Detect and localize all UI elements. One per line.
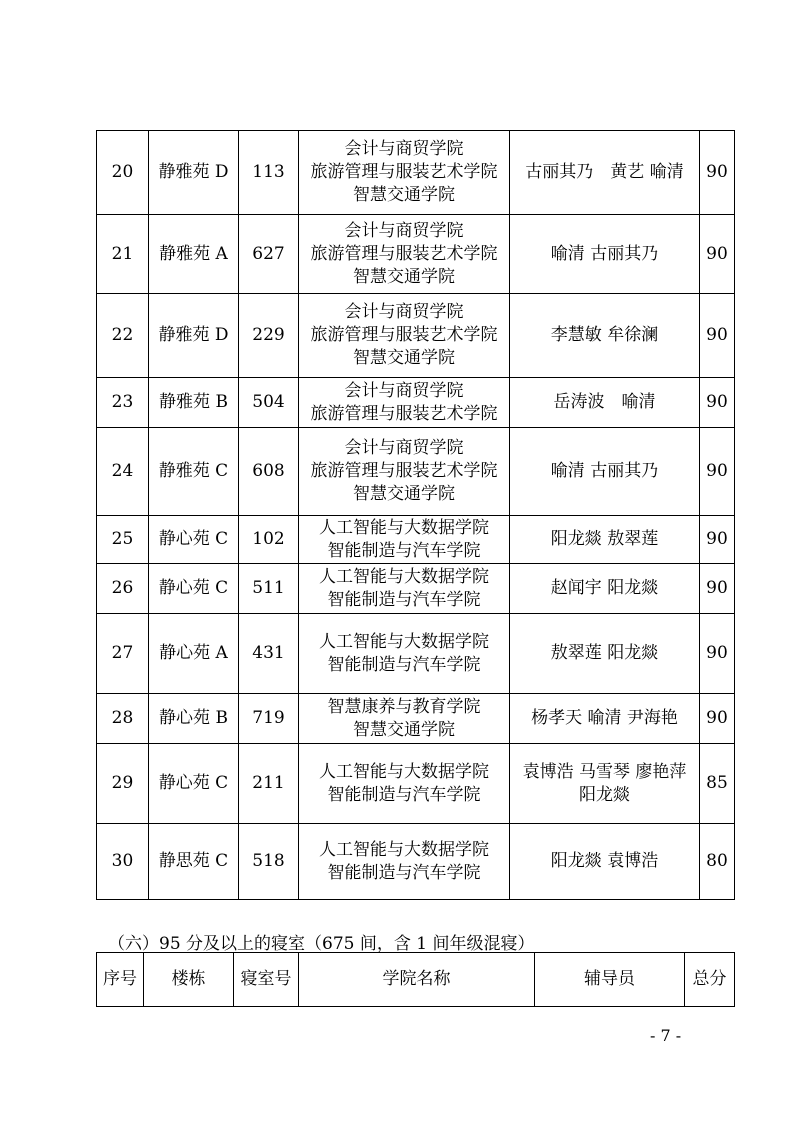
dormitory-score-table bbox=[96, 130, 735, 900]
counselor-cell-line: 阳龙燚 袁博浩 bbox=[550, 851, 659, 871]
college-cell-line: 旅游管理与服装艺术学院 bbox=[310, 243, 498, 264]
college-cell-line: 智能制造与汽车学院 bbox=[327, 540, 481, 561]
college-cell-line: 旅游管理与服装艺术学院 bbox=[310, 403, 498, 424]
header-row bbox=[97, 953, 735, 1007]
room-cell: 102 bbox=[239, 516, 299, 564]
building-cell: 静雅苑 A bbox=[149, 215, 239, 294]
row-number: 23 bbox=[97, 378, 149, 428]
score-cell: 85 bbox=[700, 744, 735, 824]
table-row bbox=[97, 516, 735, 564]
table-row bbox=[97, 694, 735, 744]
score-cell: 90 bbox=[700, 564, 735, 614]
building-cell: 静雅苑 C bbox=[149, 428, 239, 516]
college-cell-line: 会计与商贸学院 bbox=[344, 220, 464, 241]
counselor-cell bbox=[510, 215, 700, 294]
counselor-cell-line: 岳涛波 喻清 bbox=[553, 392, 656, 412]
room-cell: 719 bbox=[239, 694, 299, 744]
counselor-cell-line: 阳龙燚 bbox=[579, 784, 630, 805]
college-cell-line: 智能制造与汽车学院 bbox=[327, 862, 481, 883]
counselor-cell bbox=[510, 614, 700, 694]
row-number: 20 bbox=[97, 131, 149, 215]
row-number: 24 bbox=[97, 428, 149, 516]
building-cell: 静心苑 B bbox=[149, 694, 239, 744]
college-cell-line: 旅游管理与服装艺术学院 bbox=[310, 162, 498, 182]
counselor-cell bbox=[510, 744, 700, 824]
college-cell-line: 智慧交通学院 bbox=[353, 484, 455, 504]
building-cell: 静雅苑 B bbox=[149, 378, 239, 428]
counselor-cell bbox=[510, 694, 700, 744]
college-cell-line: 旅游管理与服装艺术学院 bbox=[310, 325, 498, 345]
section-heading: （六）95 分及以上的寝室（675 间，含 1 间年级混寝） bbox=[108, 934, 535, 954]
college-cell-line: 智慧交通学院 bbox=[353, 719, 455, 740]
room-cell: 113 bbox=[239, 131, 299, 215]
counselor-cell-line: 李慧敏 牟徐澜 bbox=[550, 325, 659, 345]
building-cell: 静雅苑 D bbox=[149, 131, 239, 215]
room-cell: 229 bbox=[239, 294, 299, 378]
college-cell-line: 人工智能与大数据学院 bbox=[319, 839, 489, 860]
counselor-cell bbox=[510, 824, 700, 900]
college-cell-line: 智慧交通学院 bbox=[353, 185, 455, 205]
row-number: 27 bbox=[97, 614, 149, 694]
college-cell-line: 智能制造与汽车学院 bbox=[327, 784, 481, 805]
score-cell: 80 bbox=[700, 824, 735, 900]
table-row bbox=[97, 294, 735, 378]
college-cell-line: 智慧交通学院 bbox=[353, 348, 455, 368]
table-row bbox=[97, 378, 735, 428]
college-cell-line: 人工智能与大数据学院 bbox=[319, 631, 489, 652]
counselor-cell bbox=[510, 131, 700, 215]
score-cell: 90 bbox=[700, 378, 735, 428]
college-cell bbox=[299, 694, 510, 744]
room-cell: 431 bbox=[239, 614, 299, 694]
college-cell bbox=[299, 378, 510, 428]
counselor-cell-line: 古丽其乃 黄艺 喻清 bbox=[525, 162, 684, 182]
college-cell-line: 智慧康养与教育学院 bbox=[327, 696, 481, 717]
building-cell: 静心苑 C bbox=[149, 564, 239, 614]
college-cell-line: 智慧交通学院 bbox=[353, 266, 455, 287]
header-counselor: 辅导员 bbox=[535, 953, 685, 1007]
room-cell: 627 bbox=[239, 215, 299, 294]
score-cell: 90 bbox=[700, 215, 735, 294]
room-cell: 511 bbox=[239, 564, 299, 614]
college-cell-line: 会计与商贸学院 bbox=[344, 380, 464, 401]
header-no: 序号 bbox=[97, 953, 144, 1007]
counselor-cell bbox=[510, 564, 700, 614]
header-score: 总分 bbox=[685, 953, 735, 1007]
college-cell-line: 会计与商贸学院 bbox=[344, 438, 464, 458]
college-cell-line: 旅游管理与服装艺术学院 bbox=[310, 461, 498, 481]
header-room: 寝室号 bbox=[234, 953, 299, 1007]
table-row bbox=[97, 564, 735, 614]
college-cell bbox=[299, 824, 510, 900]
row-number: 21 bbox=[97, 215, 149, 294]
college-cell-line: 智能制造与汽车学院 bbox=[327, 654, 481, 675]
room-cell: 504 bbox=[239, 378, 299, 428]
college-cell bbox=[299, 744, 510, 824]
college-cell bbox=[299, 564, 510, 614]
table-row bbox=[97, 131, 735, 215]
building-cell: 静心苑 C bbox=[149, 744, 239, 824]
college-cell bbox=[299, 516, 510, 564]
college-cell-line: 人工智能与大数据学院 bbox=[319, 761, 489, 782]
page-number: - 7 - bbox=[650, 1026, 682, 1045]
header-table bbox=[96, 952, 735, 1007]
row-number: 29 bbox=[97, 744, 149, 824]
table-row bbox=[97, 744, 735, 824]
score-cell: 90 bbox=[700, 131, 735, 215]
college-cell-line: 人工智能与大数据学院 bbox=[319, 566, 489, 587]
counselor-cell bbox=[510, 428, 700, 516]
college-cell-line: 会计与商贸学院 bbox=[344, 139, 464, 159]
header-building: 楼栋 bbox=[144, 953, 234, 1007]
building-cell: 静心苑 C bbox=[149, 516, 239, 564]
college-cell bbox=[299, 614, 510, 694]
table-row bbox=[97, 824, 735, 900]
room-cell: 608 bbox=[239, 428, 299, 516]
building-cell: 静心苑 A bbox=[149, 614, 239, 694]
college-cell-line: 智能制造与汽车学院 bbox=[327, 589, 481, 610]
building-cell: 静思苑 C bbox=[149, 824, 239, 900]
room-cell: 211 bbox=[239, 744, 299, 824]
counselor-cell-line: 袁博浩 马雪琴 廖艳萍 bbox=[522, 761, 687, 782]
counselor-cell-line: 赵闻宇 阳龙燚 bbox=[550, 578, 659, 598]
row-number: 26 bbox=[97, 564, 149, 614]
table-body bbox=[97, 131, 735, 900]
counselor-cell-line: 敖翠莲 阳龙燚 bbox=[550, 643, 659, 663]
counselor-cell-line: 喻清 古丽其乃 bbox=[550, 243, 659, 264]
counselor-cell bbox=[510, 294, 700, 378]
score-cell: 90 bbox=[700, 294, 735, 378]
row-number: 30 bbox=[97, 824, 149, 900]
score-cell: 90 bbox=[700, 694, 735, 744]
table-row bbox=[97, 215, 735, 294]
college-cell bbox=[299, 215, 510, 294]
college-cell bbox=[299, 294, 510, 378]
counselor-cell-line: 喻清 古丽其乃 bbox=[550, 461, 659, 481]
counselor-cell-line: 杨孝天 喻清 尹海艳 bbox=[531, 708, 678, 728]
score-cell: 90 bbox=[700, 428, 735, 516]
college-cell bbox=[299, 131, 510, 215]
counselor-cell bbox=[510, 516, 700, 564]
table-row bbox=[97, 614, 735, 694]
room-cell: 518 bbox=[239, 824, 299, 900]
row-number: 28 bbox=[97, 694, 149, 744]
college-cell-line: 会计与商贸学院 bbox=[344, 302, 464, 322]
row-number: 25 bbox=[97, 516, 149, 564]
college-cell-line: 人工智能与大数据学院 bbox=[319, 517, 489, 538]
table-row bbox=[97, 428, 735, 516]
building-cell: 静雅苑 D bbox=[149, 294, 239, 378]
row-number: 22 bbox=[97, 294, 149, 378]
header-college: 学院名称 bbox=[299, 953, 535, 1007]
score-cell: 90 bbox=[700, 614, 735, 694]
counselor-cell bbox=[510, 378, 700, 428]
score-cell: 90 bbox=[700, 516, 735, 564]
counselor-cell-line: 阳龙燚 敖翠莲 bbox=[550, 529, 659, 549]
college-cell bbox=[299, 428, 510, 516]
